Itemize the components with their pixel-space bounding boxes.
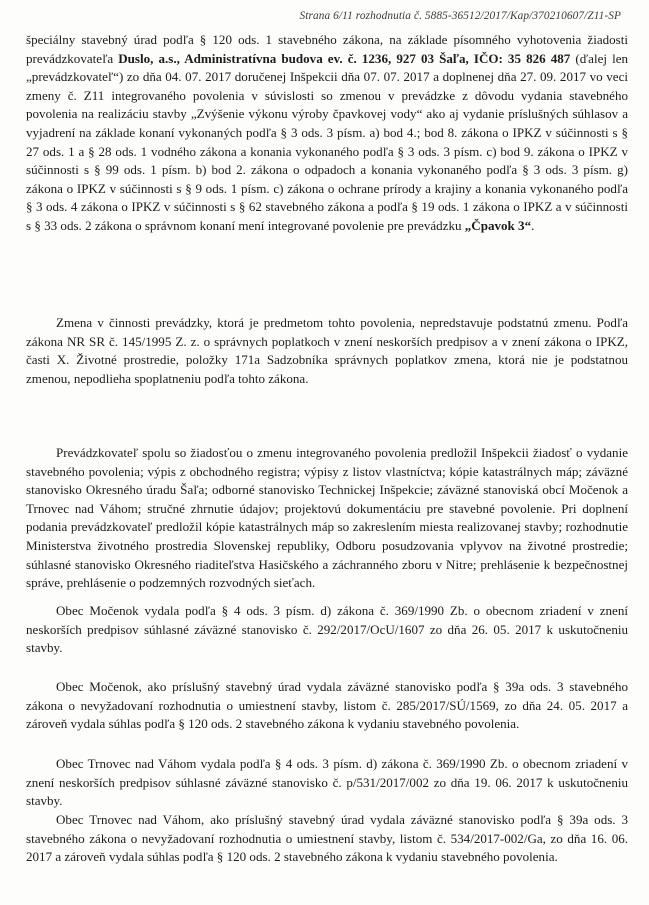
paragraph-trnovec-statement [26, 755, 628, 811]
text-run: Prevádzkovateľ spolu so žiadosťou o zmenu integrovaného povolenia predložil Inšpekcii žiadosť o vydanie stavebného povolenia; výpis z obchodného registra; výpisy z listov vlastníctva; kópie katastrálnych máp; záväzné stanovisko Okresného úradu Šaľa; odborné stanovisko Technickej Inšpekcie; záväzné stanoviská obcí Močenok a Trnovec nad Váhom; stručné zhrnutie údajov; projektovú dokumentáciu pre stavebné povolenie. Pri doplnení podania prevádzkovateľ predložil kópie katastrálnych máp so zakreslením miesta realizovanej stavby; rozhodnutie Ministerstva životného prostredia Slovenskej republiky, Odboru posudzovania vplyvov na životné prostredie; súhlasné stanovisko Okresného riaditeľstva Hasičského a záchranného zboru v Nitre; prehlásenie k bezpečnostnej správe, prehlásenie o podzemných rozvodných sieťach. [26, 445, 628, 591]
facility-name: „Čpavok 3“ [464, 217, 532, 233]
paragraph-mocenok-statement [26, 602, 628, 658]
text-run: Zmena v činnosti prevádzky, ktorá je predmetom tohto povolenia, nepredstavuje podstatnú zmenu. Podľa zákona NR SR č. 145/1995 Z. z. o správnych poplatkoch v znení neskorších predpisov a v znení zákona o IPKZ, časti X. Životné prostredie, položky 171a Sadzobníka správnych poplatkov zmena, ktorá nie je podstatnou zmenou, nepodlieha spoplatneniu podľa tohto zákona. [26, 315, 628, 386]
paragraph-decision-intro [26, 31, 628, 236]
paragraph-change-fee [26, 314, 628, 388]
paragraph-submitted-documents [26, 444, 628, 593]
paragraph-mocenok-building-office [26, 678, 628, 734]
text-run: Obec Trnovec nad Váhom, ako príslušný stavebný úrad vydala záväzné stanovisko podľa § 39a ods. 3 stavebného zákona o nevyžadovaní rozhodnutia o umiestnení stavby, listom č. 534/2017-002/Ga, zo dňa 16. 06. 2017 a zároveň vydala súhlas podľa § 120 ods. 2 stavebného zákona k vydaniu stavebného povolenia. [26, 812, 628, 865]
operator-identification: Duslo, a.s., Administratívna budova ev. č. 1236, 927 03 Šaľa, IČO: 35 826 487 [118, 50, 571, 66]
text-run: špeciálny stavebný úrad podľa § 120 ods. 1 stavebného zákona, na základe písomného vyhotovenia žiadosti prevádzkovateľa [26, 32, 628, 66]
paragraph-trnovec-building-office [26, 811, 628, 867]
text-run: Obec Močenok, ako príslušný stavebný úrad vydala záväzné stanovisko podľa § 39a ods. 3 stavebného zákona o nevyžadovaní rozhodnutia o umiestnení stavby, listom č. 285/2017/SÚ/1569, zo dňa 24. 05. 2017 a zároveň vydala súhlas podľa § 120 ods. 2 stavebného zákona k vydaniu stavebného povolenia. [26, 679, 628, 732]
text-run: Obec Močenok vydala podľa § 4 ods. 3 písm. d) zákona č. 369/1990 Zb. o obecnom zriadení v znení neskorších predpisov súhlasné záväzné stanovisko č. 292/2017/OcU/1607 zo dňa 26. 05. 2017 k uskutočneniu stavby. [26, 603, 628, 656]
text-run: (ďalej len „prevádzkovateľ“) zo dňa 04. 07. 2017 doručenej Inšpekcii dňa 07. 07. 2017 a doplnenej dňa 27. 09. 2017 vo veci zmeny č. Z11 integrovaného povolenia v súvislosti so zmenou v prevádzke z dôvodu vydania stavebného povolenia na realizáciu stavby „Zvýšenie výkonu výroby čpavkovej vody“ ako aj vydanie príslušných súhlasov a vyjadrení na základe konaní vykonaných podľa § 3 ods. 3 písm. a) bod 4.; bod 8. zákona o IPKZ v súčinnosti s § 27 ods. 1 a § 28 ods. 1 vodného zákona a konania vykonaného podľa § 3 ods. 3 písm. c) bod 9. zákona o IPKZ v súčinnosti s § 99 ods. 1 písm. b) bod 2. zákona o odpadoch a konania vykonaného podľa § 3 ods. 3 písm. g) zákona o IPKZ v súčinnosti s § 9 ods. 1 písm. c) zákona o ochrane prírody a krajiny a konania vykonaného podľa § 3 ods. 4 zákona o IPKZ v súčinnosti s § 62 stavebného zákona a podľa § 19 ods. 1 zákona o IPKZ a v súčinnosti s § 33 ods. 2 zákona o správnom konaní mení integrované povolenie pre prevádzku [26, 50, 629, 233]
text-run: Obec Trnovec nad Váhom vydala podľa § 4 ods. 3 písm. d) zákona č. 369/1990 Zb. o obecnom zriadení v znení neskorších predpisov súhlasné záväzné stanovisko č. p/531/2017/002 zo dňa 19. 06. 2017 k uskutočneniu stavby. [26, 756, 628, 809]
text-run: . [531, 217, 535, 233]
page-header: Strana 6/11 rozhodnutia č. 5885-36512/2017/Kap/370210607/Z11-SP [299, 10, 621, 22]
